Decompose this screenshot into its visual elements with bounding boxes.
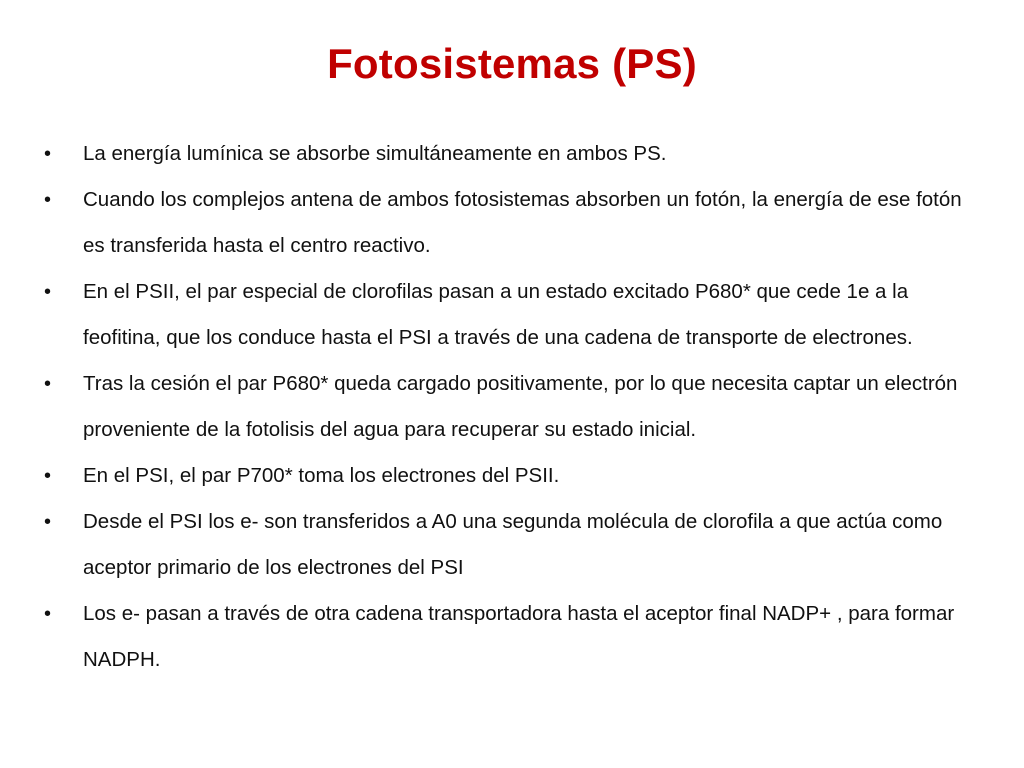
bullet-item	[40, 499, 980, 591]
bullet-item	[40, 131, 980, 177]
bullet-text: Tras la cesión el par P680* queda cargado positivamente, por lo que necesita captar un electrón proveniente de la fotolisis del agua para recuperar su estado inicial.	[83, 372, 958, 441]
bullet-item	[40, 591, 980, 683]
bullet-icon: •	[44, 511, 52, 533]
bullet-item	[40, 361, 980, 453]
slide-title: Fotosistemas (PS)	[327, 40, 697, 87]
bullet-item	[40, 453, 980, 499]
bullet-text: Cuando los complejos antena de ambos fotosistemas absorben un fotón, la energía de ese fotón es transferida hasta el centro reactivo.	[83, 188, 962, 257]
bullet-list	[40, 131, 980, 683]
bullet-text: Desde el PSI los e- son transferidos a A0 una segunda molécula de clorofila a que actúa como aceptor primario de los electrones del PSI	[83, 510, 943, 579]
bullet-icon: •	[44, 281, 52, 303]
bullet-item	[40, 269, 980, 361]
bullet-icon: •	[44, 603, 52, 625]
bullet-icon: •	[44, 143, 52, 165]
bullet-text: La energía lumínica se absorbe simultáneamente en ambos PS.	[83, 142, 667, 165]
bullet-text: En el PSI, el par P700* toma los electrones del PSII.	[83, 464, 560, 487]
bullet-icon: •	[44, 465, 52, 487]
bullet-item	[40, 177, 980, 269]
bullet-icon: •	[44, 373, 52, 395]
bullet-text: Los e- pasan a través de otra cadena transportadora hasta el aceptor final NADP+ , para formar NADPH.	[83, 602, 955, 671]
bullet-icon: •	[44, 189, 52, 211]
bullet-text: En el PSII, el par especial de clorofilas pasan a un estado excitado P680* que cede 1e a la feofitina, que los conduce hasta el PSI a través de una cadena de transporte de electrones.	[83, 280, 913, 349]
